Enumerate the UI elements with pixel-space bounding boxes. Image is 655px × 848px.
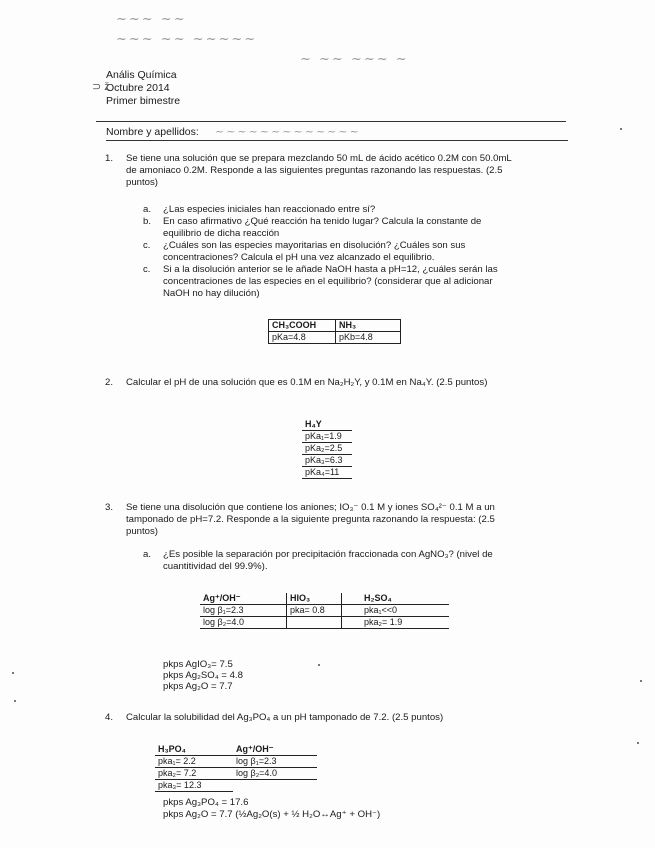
table-cell: log β₁=2.3 xyxy=(233,756,317,768)
table-cell: log β₂=4.0 xyxy=(200,617,287,629)
question-4-number: 4. xyxy=(105,712,114,723)
exam-date: Octubre 2014 xyxy=(106,82,170,94)
course-title: Anális Química xyxy=(106,69,177,81)
table-header: CH₃COOH xyxy=(269,320,336,332)
scan-speck xyxy=(318,664,320,666)
list-item: a. ¿Las especies iniciales han reaccionado entre sí? xyxy=(143,204,376,215)
question-1-items xyxy=(143,204,563,300)
table-cell: pka₁= 2.2 xyxy=(155,756,233,768)
question-1-text: Se tiene una solución que se prepara mezclando 50 mL de ácido acético 0.2M con 50.0mL de amoniaco 0.2M. Responde a las siguientes preguntas razonando las respuestas. (2.5 puntos) xyxy=(126,153,512,188)
table-cell: log β₂=4.0 xyxy=(233,768,317,780)
table-q4-constants xyxy=(155,744,317,792)
name-label: Nombre y apellidos: xyxy=(106,126,199,138)
table-header: H₄Y xyxy=(302,419,352,431)
question-2-text: Calcular el pH de una solución que es 0.1M en Na₂H₂Y, y 0.1M en Na₄Y. (2.5 puntos) xyxy=(126,377,488,388)
table-header: NH₃ xyxy=(336,320,401,332)
name-rule xyxy=(106,140,568,141)
table-cell: pKa₄=11 xyxy=(302,467,352,479)
table-header: Ag⁺/OH⁻ xyxy=(233,744,317,756)
question-1-number: 1. xyxy=(105,153,114,164)
handwriting-scribble: ~~~~~~~~~~~~~ xyxy=(215,125,361,138)
table-cell: pka₁<<0 xyxy=(342,605,450,617)
handwriting-scribble: ~~~ ~~ xyxy=(116,12,187,27)
table-header: H₃PO₄ xyxy=(155,744,233,756)
margin-mark: ⊃ ž xyxy=(92,81,110,93)
scan-speck xyxy=(637,742,639,744)
table-cell: pKa₂=2.5 xyxy=(302,443,352,455)
list-item: b. En caso afirmativo ¿Qué reacción ha tenido lugar? Calcula la constante de equilibrio de dicha reacción xyxy=(143,216,482,239)
table-cell: pKb=4.8 xyxy=(336,332,401,344)
table-cell xyxy=(287,617,342,629)
handwriting-scribble: ~~~ ~~ ~~~~~ xyxy=(116,32,258,47)
question-3-number: 3. xyxy=(105,502,114,513)
list-item: c. Si a la disolución anterior se le añade NaOH hasta a pH=12, ¿cuáles serán las concentraciones de las especies en el equilibrio? (considerar que al adicionar NaOH no hay dilución) xyxy=(143,264,498,299)
scan-speck xyxy=(640,680,642,682)
table-cell: pKa₁=1.9 xyxy=(302,431,352,443)
table-cell xyxy=(233,780,317,792)
question-2-number: 2. xyxy=(105,377,114,388)
question-3-solubility-constants: pkps AgIO₃= 7.5 pkps Ag₂SO₄ = 4.8 pkps Ag₂O = 7.7 xyxy=(163,659,243,692)
scan-speck xyxy=(620,128,622,130)
question-4-solubility-constants: pkps Ag₃PO₄ = 17.6 pkps Ag₂O = 7.7 (½Ag₂O(s) + ½ H₂O↔Ag⁺ + OH⁻) xyxy=(163,797,381,820)
table-q2-constants xyxy=(302,419,352,479)
list-item: c. ¿Cuáles son las especies mayoritarias en disolución? ¿Cuáles son sus concentraciones? Calcula el pH una vez alcanzado el equilibrio. xyxy=(143,240,466,263)
table-cell: pKa₃=6.3 xyxy=(302,455,352,467)
list-item: a. ¿Es posible la separación por precipitación fraccionada con AgNO₃? (nivel de cuantitividad del 99.9%). xyxy=(143,549,493,572)
handwriting-scribble: ~ ~~ ~~~ ~ xyxy=(300,52,409,67)
question-4-text: Calcular la solubilidad del Ag₃PO₄ a un pH tamponado de 7.2. (2.5 puntos) xyxy=(126,712,444,723)
table-q3-constants xyxy=(200,593,449,629)
table-cell: pka₂= 7.2 xyxy=(155,768,233,780)
top-rule xyxy=(96,121,566,122)
table-header: Ag⁺/OH⁻ xyxy=(200,593,287,605)
table-cell: pka₂= 1.9 xyxy=(342,617,450,629)
table-q1-constants xyxy=(268,319,401,344)
table-cell: pKa=4.8 xyxy=(269,332,336,344)
question-3-items xyxy=(143,549,563,573)
exam-header xyxy=(106,69,180,108)
table-cell: pka= 0.8 xyxy=(287,605,342,617)
table-cell: log β₁=2.3 xyxy=(200,605,287,617)
question-3-text: Se tiene una disolución que contiene los aniones; IO₃⁻ 0.1 M y iones SO₄²⁻ 0.1 M a un tamponado de pH=7.2. Responde a la siguiente pregunta razonando la respuesta: (2.5 puntos) xyxy=(126,502,495,537)
table-header: H₂SO₄ xyxy=(342,593,450,605)
scan-speck xyxy=(14,700,16,702)
table-header: HIO₃ xyxy=(287,593,342,605)
table-cell: pka₃= 12.3 xyxy=(155,780,233,792)
exam-term: Primer bimestre xyxy=(106,95,181,107)
scan-speck xyxy=(12,672,14,674)
